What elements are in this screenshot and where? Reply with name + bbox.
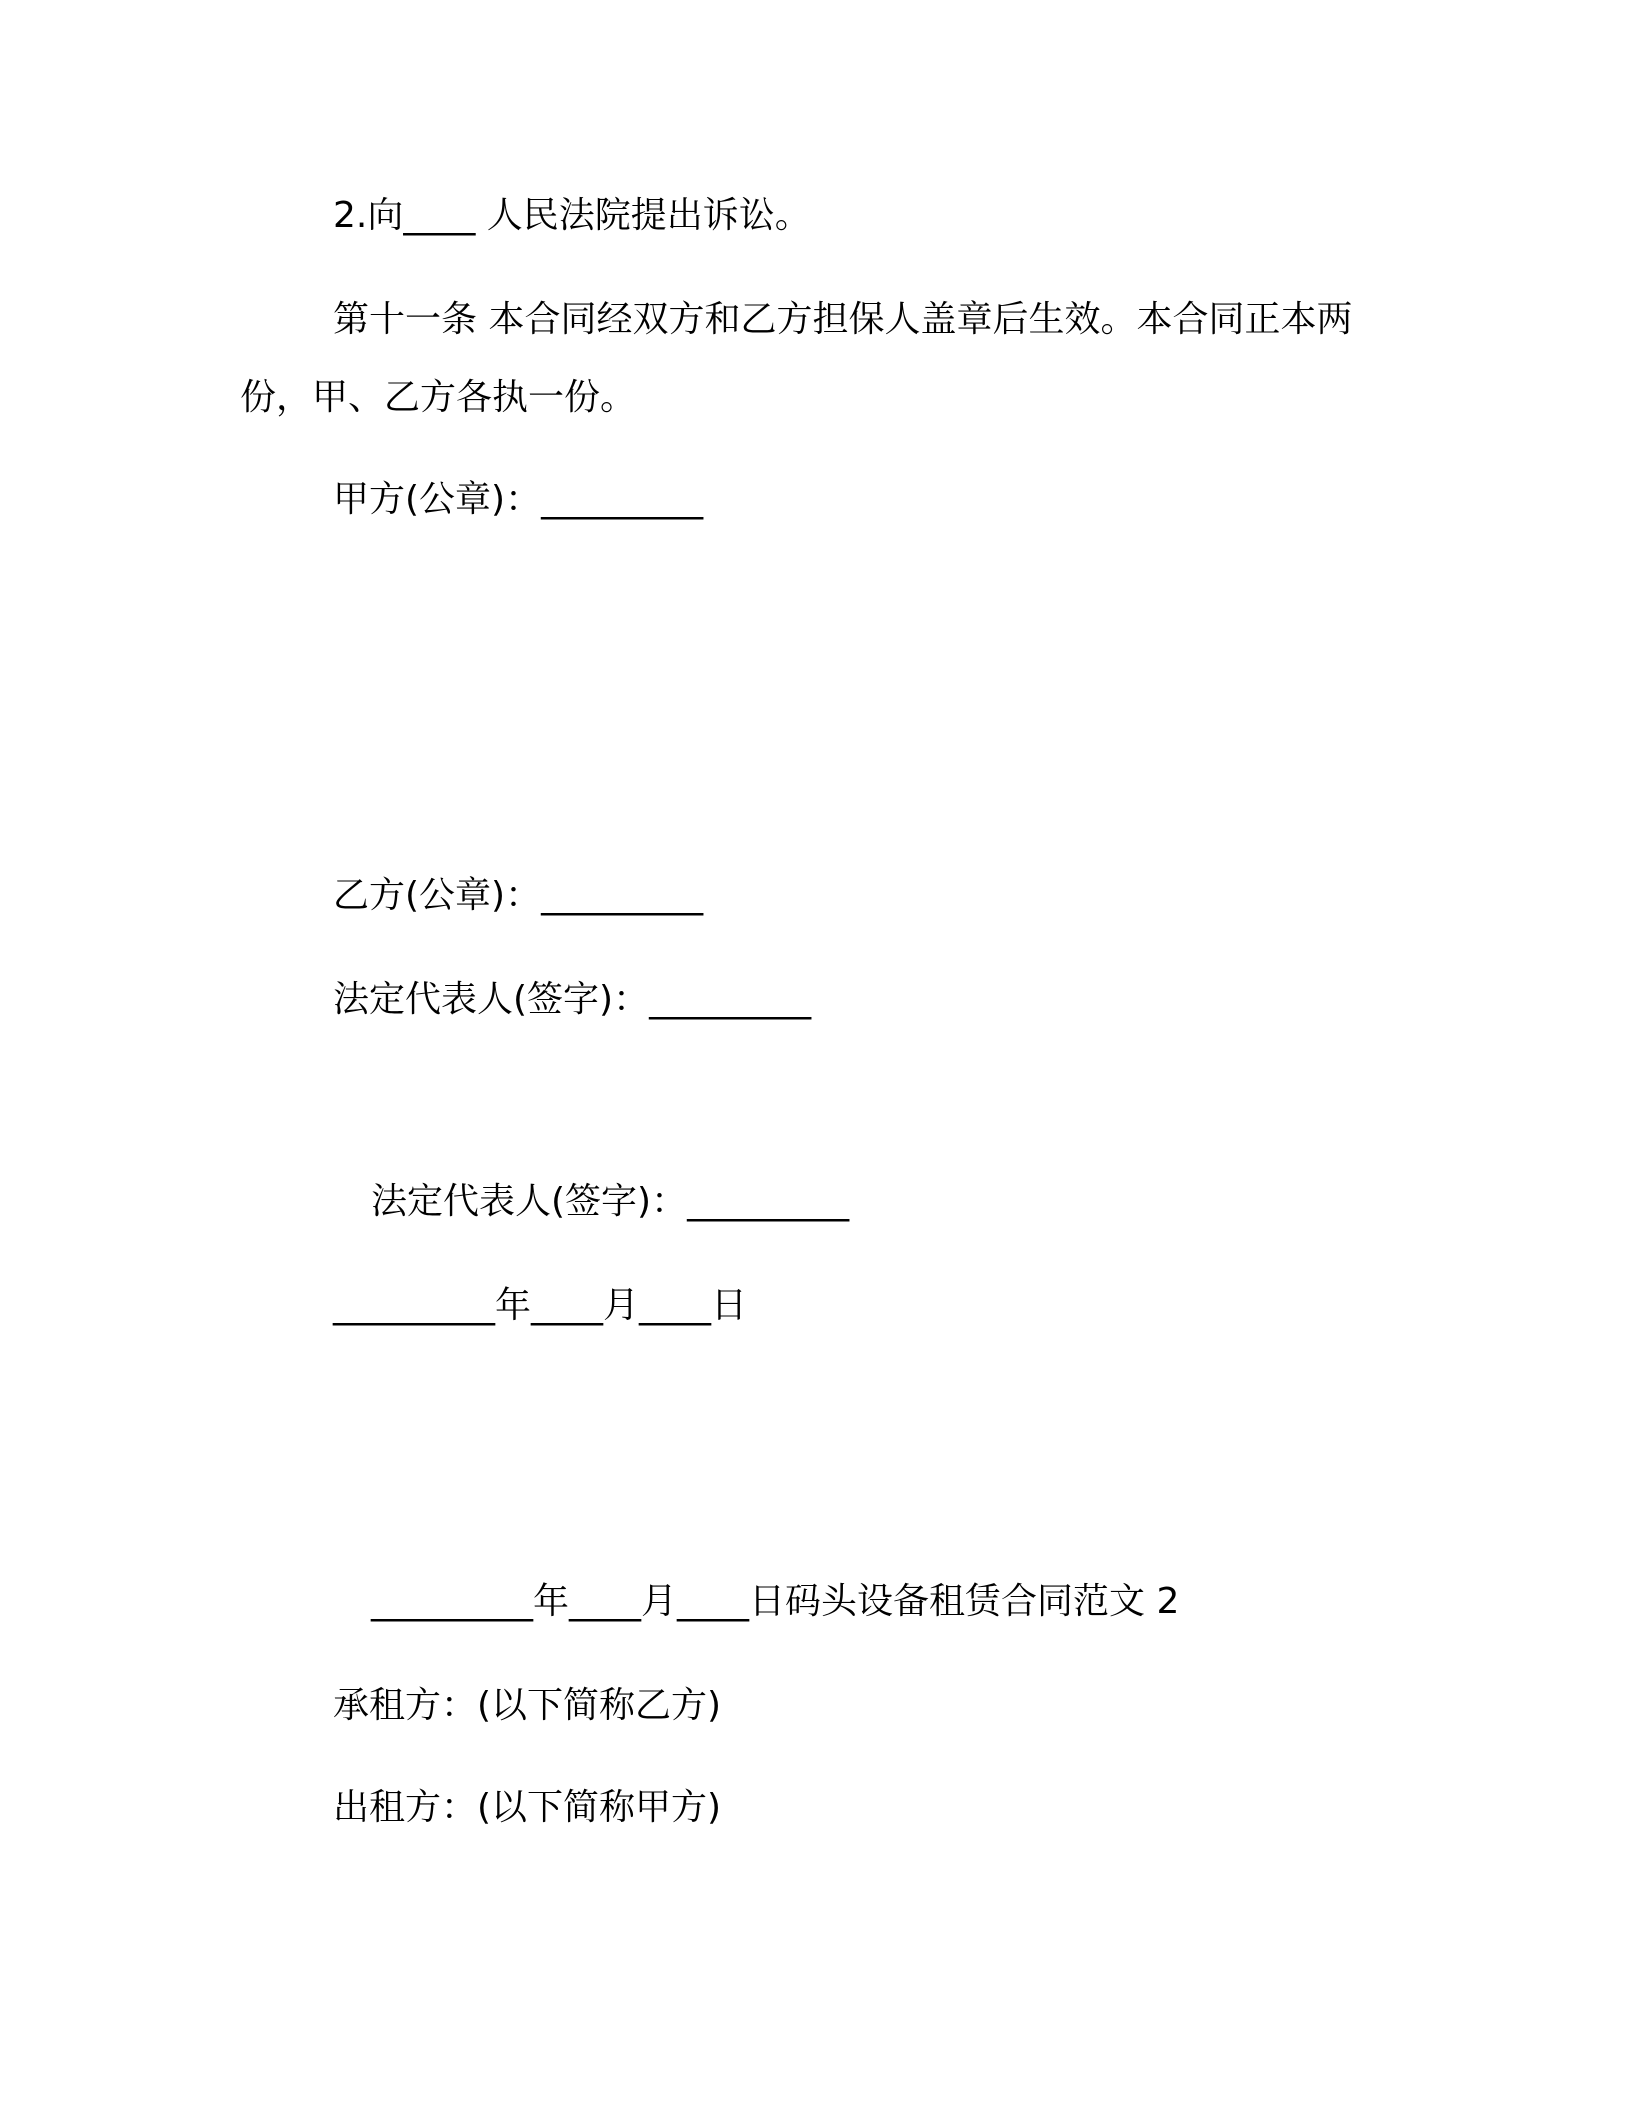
date-line: _________年____月____日 <box>333 1285 747 1326</box>
article-eleven-line-2: 份，甲、乙方各执一份。 <box>240 377 637 418</box>
legal-representative-signature-line: 法定代表人(签字)：_________ <box>333 979 812 1020</box>
party-a-seal-line: 甲方(公章)：_________ <box>333 479 704 520</box>
legal-representative-signature-line-2: 法定代表人(签字)：_________ <box>371 1181 850 1222</box>
litigation-clause: 2.向____ 人民法院提出诉讼。 <box>333 195 811 236</box>
article-eleven-line-1: 第十一条 本合同经双方和乙方担保人盖章后生效。本合同正本两 <box>333 299 1353 340</box>
contract-heading-line: _________年____月____日码头设备租赁合同范文 2 <box>371 1581 1180 1622</box>
lessor-line: 出租方：(以下简称甲方) <box>333 1787 722 1828</box>
lessee-line: 承租方：(以下简称乙方) <box>333 1685 722 1726</box>
party-b-seal-line: 乙方(公章)：_________ <box>333 875 704 916</box>
